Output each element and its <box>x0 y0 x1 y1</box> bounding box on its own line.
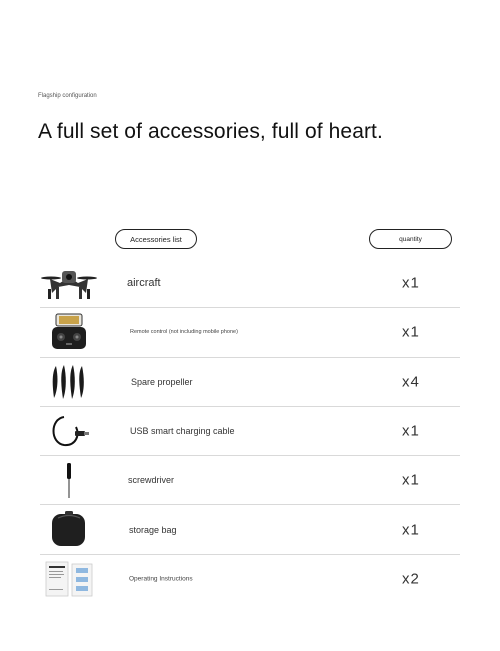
item-quantity: x1 <box>402 274 420 292</box>
item-quantity: x1 <box>402 521 420 539</box>
propeller-icon <box>40 360 98 404</box>
storage-bag-icon <box>40 507 98 551</box>
item-name: Operating Instructions <box>129 575 193 583</box>
item-quantity: x2 <box>402 570 420 588</box>
list-item <box>40 308 460 357</box>
usb-cable-icon <box>40 409 98 453</box>
item-name: Spare propeller <box>131 376 193 387</box>
eyebrow-text: Flagship configuration <box>38 93 97 99</box>
item-name: storage bag <box>129 524 177 535</box>
drone-icon <box>40 261 98 305</box>
accessories-list-header: Accessories list <box>115 229 197 249</box>
quantity-header: quantity <box>369 229 452 249</box>
item-name: USB smart charging cable <box>130 426 235 437</box>
item-name: aircraft <box>127 277 161 290</box>
list-item <box>40 555 460 604</box>
item-name: screwdriver <box>128 475 175 486</box>
remote-control-icon <box>40 310 98 354</box>
item-name: Remote control (not including mobile phone) <box>130 329 238 336</box>
list-item <box>40 358 460 407</box>
page-title: A full set of accessories, full of heart. <box>38 120 383 143</box>
list-item <box>40 407 460 456</box>
list-item <box>40 456 460 505</box>
item-quantity: x1 <box>402 323 420 341</box>
list-item <box>40 505 460 554</box>
screwdriver-icon <box>40 458 98 502</box>
manual-icon <box>40 557 98 601</box>
item-quantity: x4 <box>402 373 420 391</box>
item-quantity: x1 <box>402 422 420 440</box>
accessories-list <box>40 259 460 604</box>
list-item <box>40 259 460 308</box>
item-quantity: x1 <box>402 471 420 489</box>
